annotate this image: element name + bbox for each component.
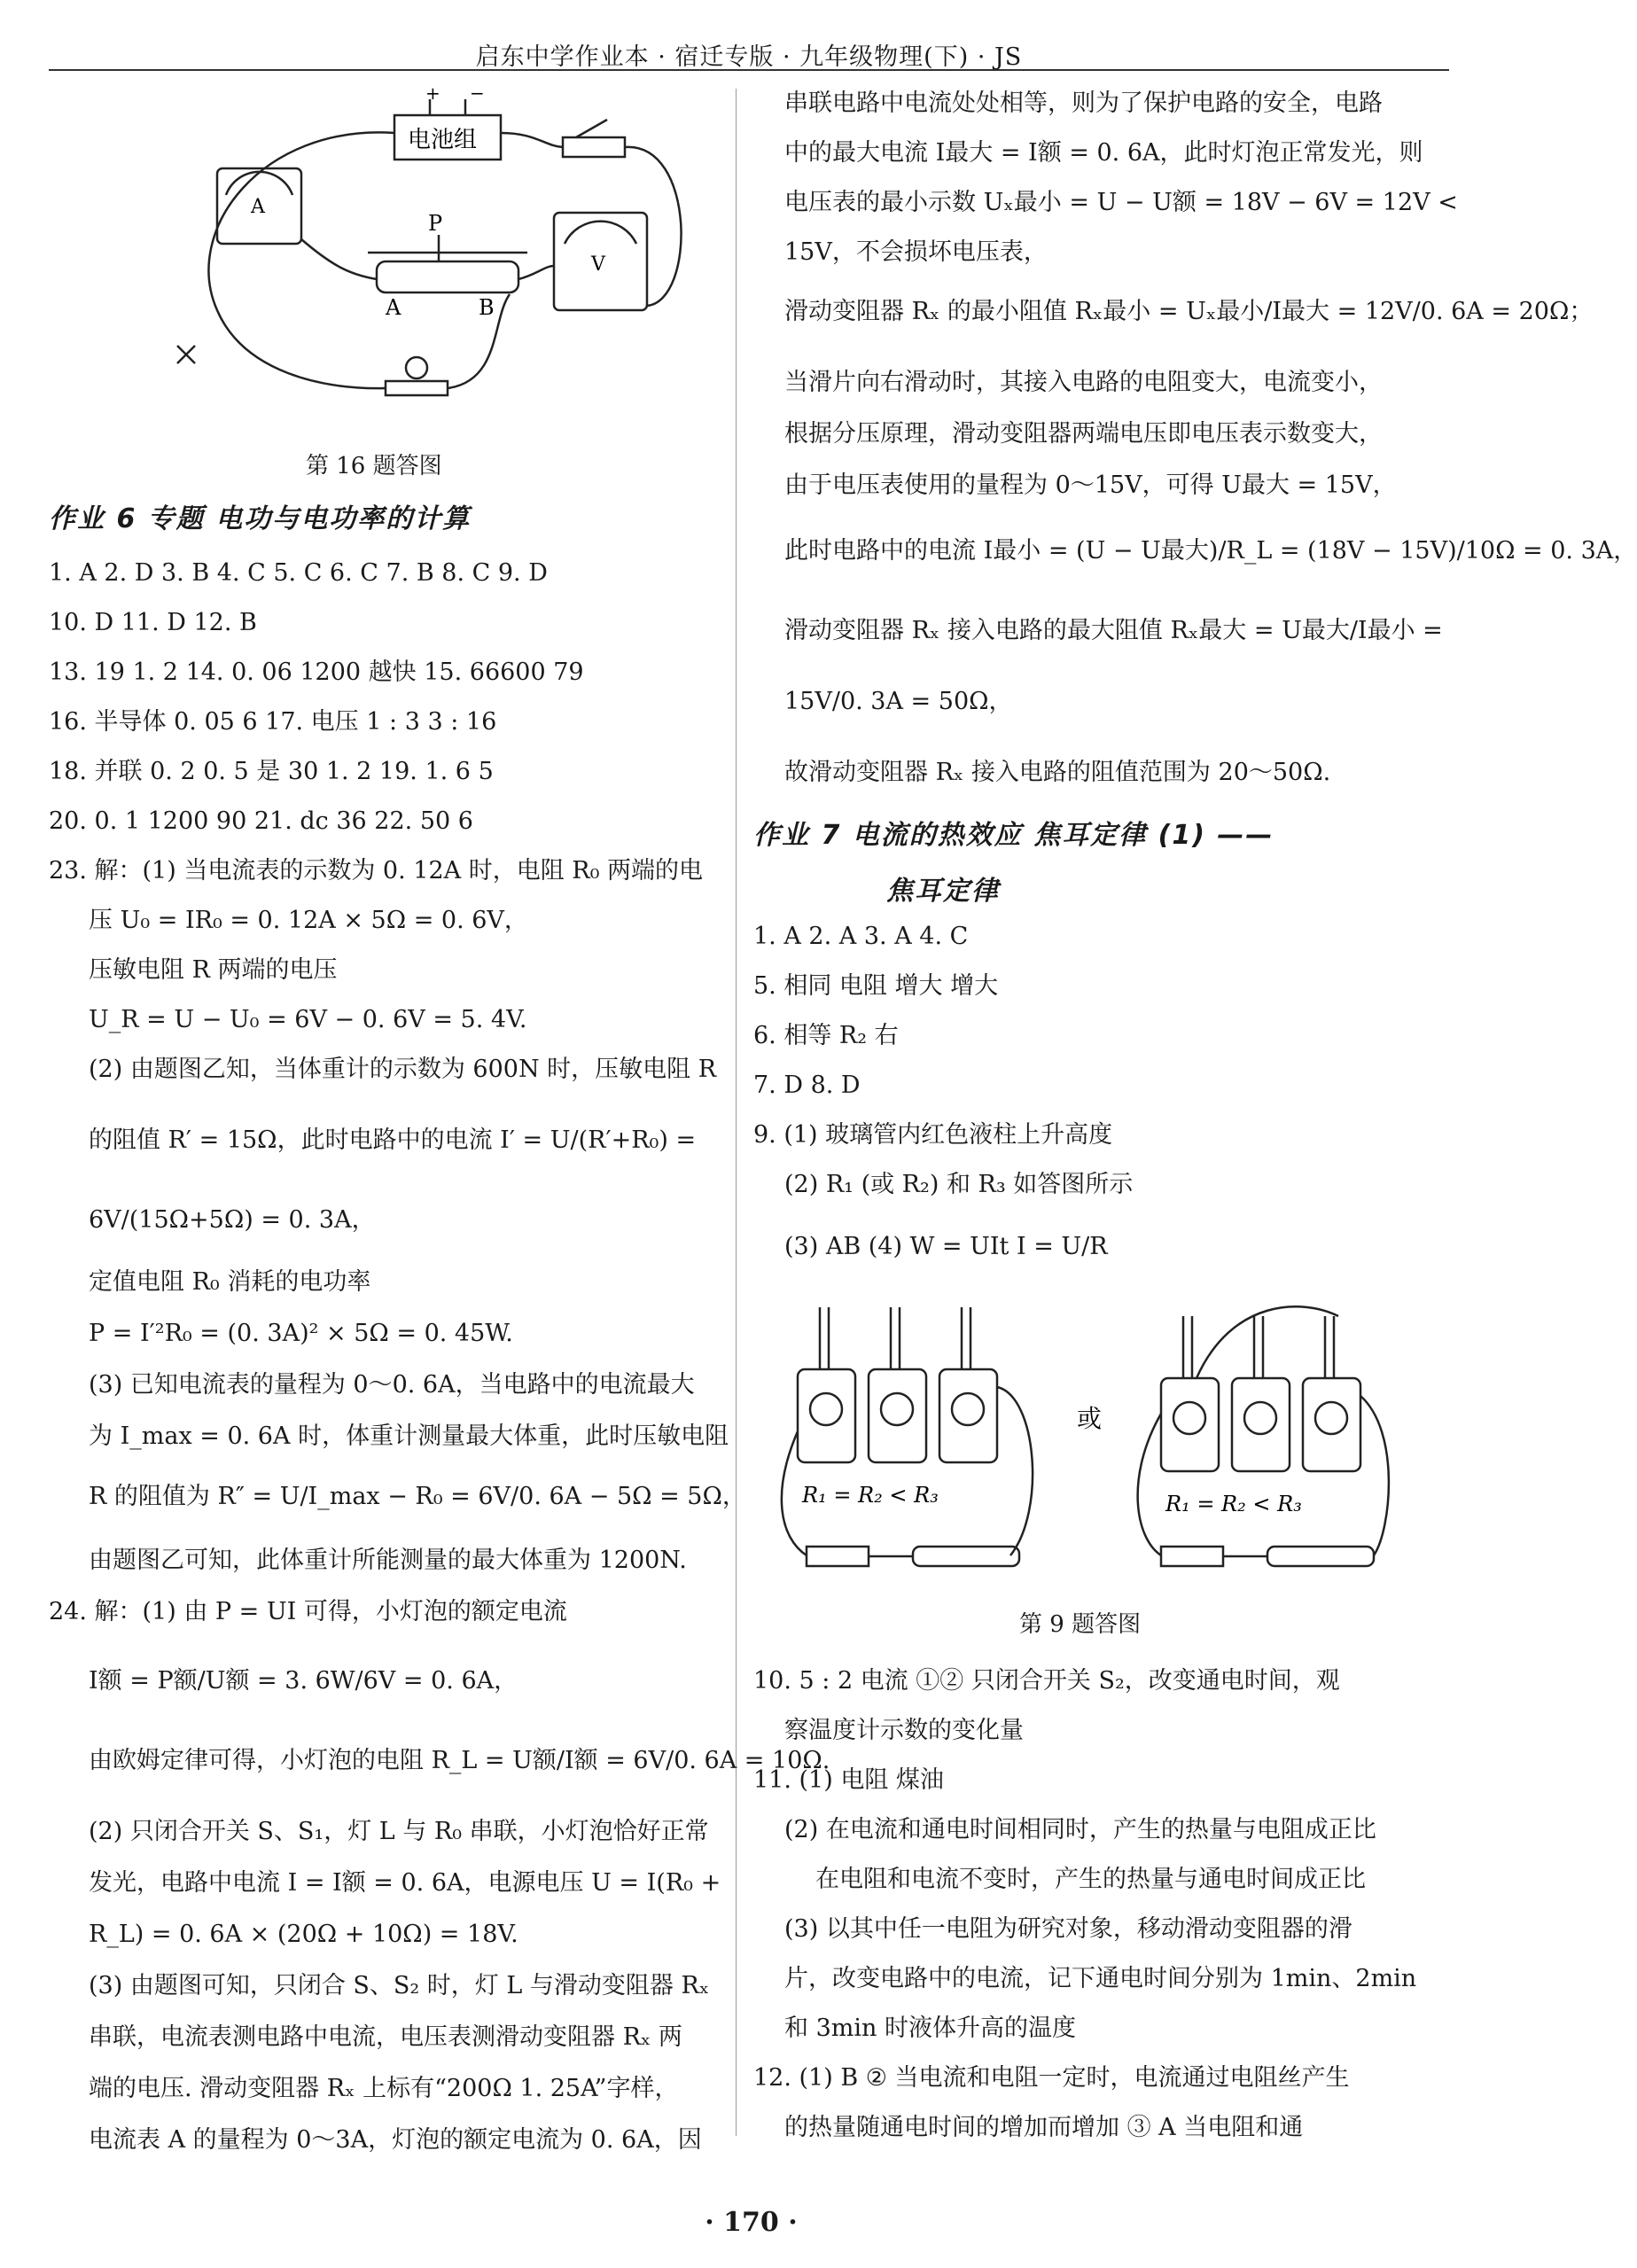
svg-text:A: A — [251, 196, 265, 218]
answer-line: 6V/(15Ω+5Ω) = 0. 3A， — [89, 1206, 376, 1234]
answer-line: 故滑动变阻器 Rₓ 接入电路的阻值范围为 20～50Ω. — [784, 759, 1331, 786]
answer-line: 1. A 2. A 3. A 4. C — [753, 923, 969, 950]
answer-line: 根据分压原理，滑动变阻器两端电压即电压表示数变大， — [784, 420, 1383, 448]
answer-line: 1. A 2. D 3. B 4. C 5. C 6. C 7. B 8. C 9. D — [49, 559, 548, 587]
fig9-or-label: 或 — [1077, 1404, 1103, 1433]
answer-line: 串联电路中电流处处相等，则为了保护电路的安全，电路 — [784, 90, 1383, 117]
answer-line: (3) AB (4) W = UIt I = U/R — [784, 1233, 1108, 1260]
answer-line: 压 U₀ = IR₀ = 0. 12A × 5Ω = 0. 6V， — [89, 907, 528, 934]
answer-line: 电压表的最小示数 Uₓ最小 = U − U额 = 18V − 6V = 12V < — [784, 189, 1458, 216]
answer-line: 15V/0. 3A = 50Ω， — [784, 688, 1013, 715]
fig9-right-relation: R₁ = R₂ < R₃ — [1165, 1492, 1302, 1516]
svg-text:−: − — [470, 82, 485, 104]
answer-line: 串联，电流表测电路中电流，电压表测滑动变阻器 Rₓ 两 — [89, 2023, 682, 2051]
battery-label: 电池组 — [408, 127, 478, 153]
label-p: P — [428, 211, 443, 236]
answer-line: (3) 以其中任一电阻为研究对象，移动滑动变阻器的滑 — [784, 1915, 1352, 1943]
svg-text:+: + — [425, 82, 440, 104]
answer-line: 察温度计示数的变化量 — [784, 1717, 1024, 1744]
answer-line: 6. 相等 R₂ 右 — [753, 1022, 899, 1049]
answer-line: 为 I_max = 0. 6A 时，体重计测量最大体重，此时压敏电阻 — [89, 1422, 729, 1450]
answer-line: 压敏电阻 R 两端的电压 — [89, 956, 338, 984]
answer-line: 12. (1) B ② 当电流和电阻一定时，电流通过电阻丝产生 — [753, 2064, 1350, 2092]
answer-line: (2) 只闭合开关 S、S₁，灯 L 与 R₀ 串联，小灯泡恰好正常 — [89, 1818, 709, 1845]
header-title: 启东中学作业本 · 宿迁专版 · 九年级物理(下) · JS — [475, 43, 1023, 71]
hw7-subtitle: 焦耳定律 — [886, 876, 1000, 907]
hw6-title: 作业 6 专题 电功与电功率的计算 — [49, 503, 472, 534]
answer-line: (2) 由题图乙知，当体重计的示数为 600N 时，压敏电阻 R — [89, 1056, 717, 1083]
answer-line: P = I′²R₀ = (0. 3A)² × 5Ω = 0. 45W. — [89, 1320, 513, 1347]
answer-line: 18. 并联 0. 2 0. 5 是 30 1. 2 19. 1. 6 5 — [49, 758, 494, 785]
answer-line: U_R = U − U₀ = 6V − 0. 6V = 5. 4V. — [89, 1006, 527, 1033]
answer-line: 13. 19 1. 2 14. 0. 06 1200 越快 15. 66600 79 — [49, 659, 584, 686]
figure-16-circuit — [129, 82, 696, 425]
answer-line: R_L) = 0. 6A × (20Ω + 10Ω) = 18V. — [89, 1921, 518, 1948]
answer-line: 电流表 A 的量程为 0～3A，灯泡的额定电流为 0. 6A，因 — [89, 2126, 702, 2154]
label-b: B — [479, 295, 495, 320]
hw7-title: 作业 7 电流的热效应 焦耳定律 (1) —— — [753, 820, 1275, 851]
answer-line: 23. 解：(1) 当电流表的示数为 0. 12A 时，电阻 R₀ 两端的电 — [49, 857, 704, 885]
answer-line: 5. 相同 电阻 增大 增大 — [753, 972, 999, 1000]
answer-line: 11. (1) 电阻 煤油 — [753, 1766, 944, 1794]
answer-line: 20. 0. 1 1200 90 21. dc 36 22. 50 6 — [49, 807, 473, 835]
page-number: · 170 · — [705, 2207, 798, 2238]
answer-line: 的热量随通电时间的增加而增加 ③ A 当电阻和通 — [784, 2114, 1304, 2141]
answer-line: 端的电压. 滑动变阻器 Rₓ 上标有“200Ω 1. 25A”字样， — [89, 2075, 679, 2102]
answer-line: 24. 解：(1) 由 P = UI 可得，小灯泡的额定电流 — [49, 1598, 567, 1625]
answer-line: (3) 已知电流表的量程为 0～0. 6A，当电路中的电流最大 — [89, 1371, 695, 1399]
answer-line: 10. D 11. D 12. B — [49, 609, 257, 636]
answer-line: (3) 由题图可知，只闭合 S、S₂ 时，灯 L 与滑动变阻器 Rₓ — [89, 1972, 710, 1999]
answer-line: 滑动变阻器 Rₓ 的最小阻值 Rₓ最小 = Uₓ最小/I最大 = 12V/0. 6A = 20Ω； — [784, 298, 1594, 325]
page-header — [49, 35, 1449, 71]
answer-line: 此时电路中的电流 I最小 = (U − U最大)/R_L = (18V − 15V)/10Ω = 0. 3A， — [784, 537, 1637, 565]
answer-line: 片，改变电路中的电流，记下通电时间分别为 1min、2min — [784, 1965, 1417, 1992]
answer-line: 9. (1) 玻璃管内红色液柱上升高度 — [753, 1121, 1113, 1149]
answer-line: 16. 半导体 0. 05 6 17. 电压 1 : 3 3 : 16 — [49, 708, 497, 736]
answer-line: 中的最大电流 I最大 = I额 = 0. 6A，此时灯泡正常发光，则 — [784, 139, 1423, 167]
column-divider — [736, 89, 737, 2136]
answer-line: 和 3min 时液体升高的温度 — [784, 2015, 1076, 2042]
answer-line: 在电阻和电流不变时，产生的热量与通电时间成正比 — [815, 1866, 1366, 1893]
answer-line: 滑动变阻器 Rₓ 接入电路的最大阻值 Rₓ最大 = U最大/I最小 = — [784, 617, 1443, 644]
answer-line: I额 = P额/U额 = 3. 6W/6V = 0. 6A， — [89, 1667, 518, 1695]
answer-line: 10. 5 : 2 电流 ①② 只闭合开关 S₂，改变通电时间，观 — [753, 1667, 1340, 1695]
answer-line: 发光，电路中电流 I = I额 = 0. 6A，电源电压 U = I(R₀ + — [89, 1869, 721, 1897]
answer-line: (2) R₁ (或 R₂) 和 R₃ 如答图所示 — [784, 1171, 1134, 1198]
answer-line: 由欧姆定律可得，小灯泡的电阻 R_L = U额/I额 = 6V/0. 6A = 10Ω. — [89, 1747, 830, 1774]
label-a: A — [386, 295, 401, 320]
answer-line: 由于电压表使用的量程为 0～15V，可得 U最大 = 15V， — [784, 472, 1397, 499]
answer-line: 由题图乙可知，此体重计所能测量的最大体重为 1200N. — [89, 1547, 687, 1574]
answer-line: (2) 在电流和通电时间相同时，产生的热量与电阻成正比 — [784, 1816, 1376, 1843]
figure-9-caption: 第 9 题答图 — [1019, 1611, 1142, 1638]
svg-text:V: V — [591, 253, 605, 276]
answer-line: 当滑片向右滑动时，其接入电路的电阻变大，电流变小， — [784, 369, 1383, 396]
answer-line: R 的阻值为 R″ = U/I_max − R₀ = 6V/0. 6A − 5Ω = 5Ω， — [89, 1483, 746, 1510]
figure-16-caption: 第 16 题答图 — [306, 453, 442, 479]
answer-line: 7. D 8. D — [753, 1072, 861, 1099]
fig9-left-relation: R₁ = R₂ < R₃ — [802, 1483, 939, 1508]
answer-line: 定值电阻 R₀ 消耗的电功率 — [89, 1268, 371, 1296]
answer-line: 的阻值 R′ = 15Ω，此时电路中的电流 I′ = U/(R′+R₀) = — [89, 1126, 697, 1154]
figure-9-circuits — [771, 1298, 1427, 1591]
answer-line: 15V，不会损坏电压表， — [784, 238, 1048, 266]
